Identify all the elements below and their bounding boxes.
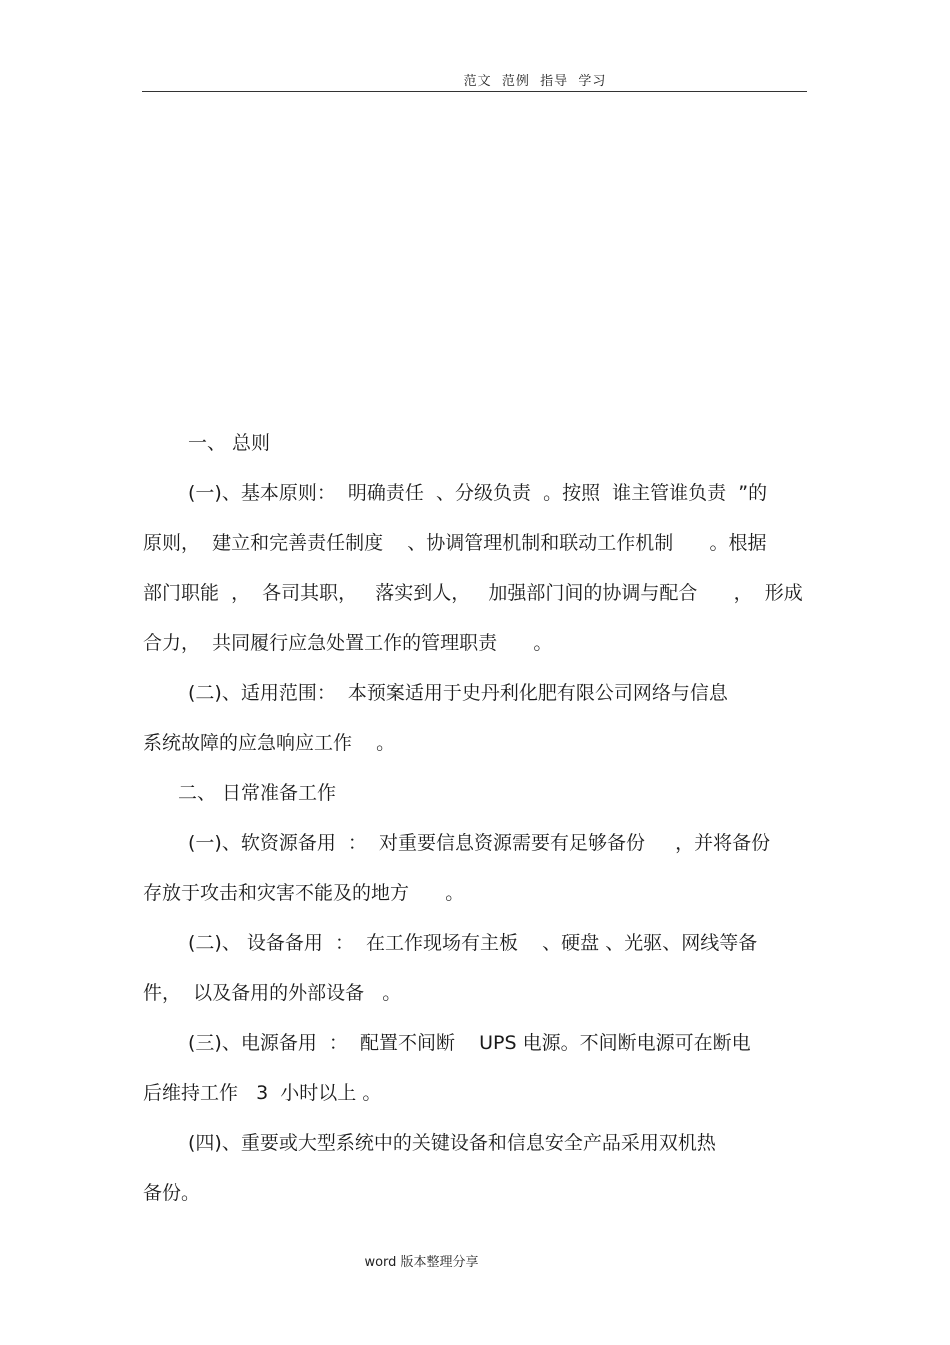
paragraph-line: (一)、基本原则： 明确责任 、分级负责 。按照 谁主管谁负责 ”的: [188, 482, 768, 504]
paragraph-line: (一)、软资源备用 ： 对重要信息资源需要有足够备份 ，并将备份: [188, 832, 771, 854]
paragraph-line: 合力， 共同履行应急处置工作的管理职责 。: [143, 632, 553, 654]
paragraph-line: 存放于攻击和灾害不能及的地方 。: [143, 882, 465, 904]
paragraph-line: (二)、适用范围： 本预案适用于史丹利化肥有限公司网络与信息: [188, 682, 728, 704]
paragraph-line: 系统故障的应急响应工作 。: [143, 732, 396, 754]
section-heading-daily-preparation: 二、 日常准备工作: [178, 782, 337, 804]
paragraph-line: (二)、 设备备用 ： 在工作现场有主板 、硬盘 、光驱、网线等备: [188, 932, 758, 954]
page-footer: word 版本整理分享: [364, 1255, 479, 1270]
paragraph-line: 件， 以及备用的外部设备 。: [143, 982, 402, 1004]
paragraph-line: 原则， 建立和完善责任制度 、协调管理机制和联动工作机制 。根据: [143, 532, 767, 554]
paragraph-line: 备份。: [143, 1182, 201, 1204]
paragraph-line: (三)、电源备用 ： 配置不间断 UPS 电源。不间断电源可在断电: [188, 1032, 751, 1054]
paragraph-line: (四)、重要或大型系统中的关键设备和信息安全产品采用双机热: [188, 1132, 716, 1154]
paragraph-line: 后维持工作 3 小时以上 。: [143, 1082, 382, 1104]
paragraph-line: 部门职能 ， 各司其职， 落实到人， 加强部门间的协调与配合 ， 形成: [143, 582, 803, 604]
page-header: 范文 范例 指导 学习: [463, 74, 607, 89]
section-heading-general: 一、 总则: [188, 432, 271, 454]
header-divider: [142, 91, 807, 92]
